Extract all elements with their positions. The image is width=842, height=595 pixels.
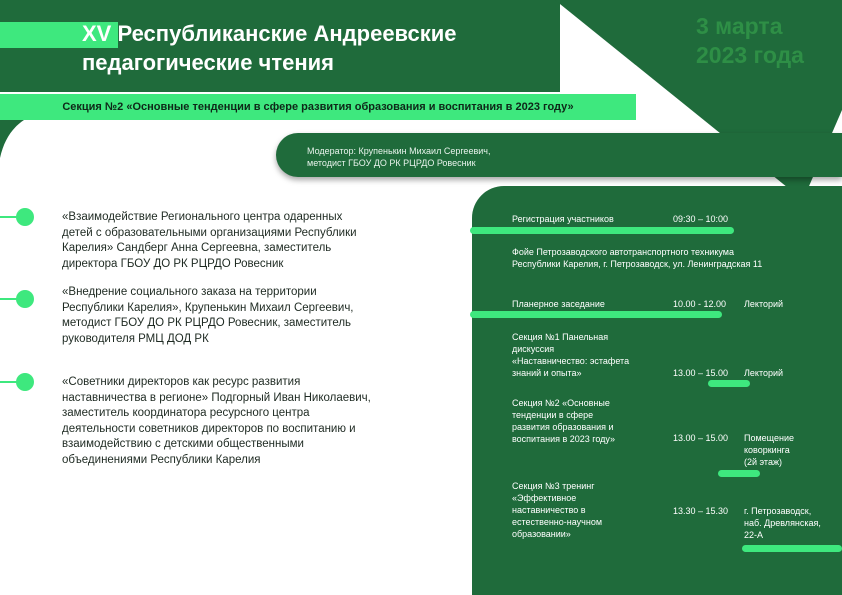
- section3-line: «Эффективное: [512, 493, 577, 503]
- section2-place-line: коворкинга: [744, 445, 790, 455]
- bullet-dot-icon: [16, 208, 34, 226]
- talk-line: наставничества в регионе» Подгорный Иван Николаевич,: [62, 391, 371, 404]
- venue-line: Фойе Петрозаводского автотранспортного техникума: [512, 247, 734, 257]
- schedule-section1-place: Лекторий: [744, 368, 784, 378]
- left-edge-curve: [0, 118, 30, 178]
- schedule-registration-label: Регистрация участников: [512, 214, 614, 224]
- section3-place-line: г. Петрозаводск,: [744, 506, 812, 516]
- talk-line: детей с образовательными организациями Республики: [62, 226, 357, 239]
- schedule-section3-title: [512, 480, 602, 540]
- talk-line: «Взаимодействие Регионального центра одаренных: [62, 211, 343, 223]
- bullet-dot-icon: [16, 373, 34, 391]
- moderator-line2: методист ГБОУ ДО РК РЦРДО Ровесник: [307, 158, 476, 168]
- schedule-plenary-place: Лекторий: [744, 299, 784, 309]
- section1-line: «Наставничество: эстафета: [512, 356, 630, 366]
- schedule-divider: [470, 227, 734, 234]
- schedule-divider: [470, 311, 722, 318]
- section2-line: развития образования и: [512, 422, 614, 432]
- section3-place-line: 22-А: [744, 530, 764, 540]
- talk-line: «Внедрение социального заказа на территории: [62, 286, 317, 298]
- section2-line: воспитания в 2023 году»: [512, 434, 616, 444]
- schedule-section1-time: 13.00 – 15.00: [673, 368, 729, 378]
- schedule-section2-time: 13.00 – 15.00: [673, 433, 729, 443]
- talk-line: «Советники директоров как ресурс развития: [62, 376, 301, 388]
- schedule-section3-time: 13.30 – 15.30: [673, 506, 729, 516]
- talk-item: [62, 285, 354, 347]
- schedule-section2-place: [744, 432, 794, 468]
- section1-line: Секция №1 Панельная: [512, 332, 609, 342]
- moderator-line1: Модератор: Крупенькин Михаил Сергеевич,: [307, 146, 491, 156]
- talk-line: заместитель координатора ресурсного центра: [62, 407, 310, 419]
- talk-line: взаимодействию с детскими общественными: [62, 438, 304, 450]
- section3-line: образовании»: [512, 529, 571, 539]
- schedule-section3-place: [744, 505, 821, 541]
- schedule-venue: [512, 246, 762, 270]
- event-date-day: 3 марта: [696, 13, 783, 39]
- section2-place-line: Помещение: [744, 433, 794, 443]
- page-title-line2: педагогические чтения: [82, 50, 334, 75]
- section1-line: знаний и опыта»: [512, 368, 582, 378]
- section2-place-line: (2й этаж): [744, 457, 782, 467]
- schedule-section1-title: [512, 331, 629, 379]
- talk-item: [62, 375, 371, 468]
- schedule-plenary-label: Планерное заседание: [512, 299, 605, 309]
- talk-line: методист ГБОУ ДО РК РЦРДО Ровесник, заместитель: [62, 317, 352, 329]
- section3-line: Секция №3 тренинг: [512, 481, 595, 491]
- section-title: Секция №2 «Основные тенденции в сфере развития образования и воспитания в 2023 году»: [62, 101, 574, 113]
- section1-line: дискуссия: [512, 344, 555, 354]
- talk-item: [62, 210, 357, 272]
- page-title-line1: [82, 20, 457, 48]
- schedule-section2-title: [512, 397, 615, 445]
- title-line1-text: Республиканские Андреевские: [117, 21, 457, 46]
- talk-line: директора ГБОУ ДО РК РЦРДО Ровесник: [62, 257, 284, 270]
- talk-line: Республики Карелия», Крупенькин Михаил Сергеевич,: [62, 301, 354, 314]
- section3-place-line: наб. Древлянская,: [744, 518, 821, 528]
- venue-line: Республики Карелия, г. Петрозаводск, ул. Ленинградская 11: [512, 259, 763, 269]
- section3-line: естественно-научном: [512, 517, 603, 527]
- title-roman-numeral: XV: [82, 21, 112, 46]
- bullet-dot-icon: [16, 290, 34, 308]
- event-date-year: 2023 года: [696, 42, 804, 68]
- talk-line: деятельности советников директоров по воспитанию и: [62, 422, 356, 435]
- section2-line: Секция №2 «Основные: [512, 398, 610, 408]
- schedule-registration-time: 09:30 – 10:00: [673, 214, 729, 224]
- schedule-divider: [742, 545, 842, 552]
- section2-line: тенденции в сфере: [512, 410, 594, 420]
- schedule-divider: [708, 380, 750, 387]
- schedule-plenary-time: 10.00 - 12.00: [673, 299, 727, 309]
- schedule-divider: [718, 470, 760, 477]
- talk-line: Карелия» Сандберг Анна Сергеевна, заместитель: [62, 242, 332, 254]
- section3-line: наставничество в: [512, 505, 586, 515]
- talk-line: руководителя РМЦ ДОД РК: [62, 332, 209, 345]
- talk-line: объединениями Республики Карелия: [62, 453, 261, 466]
